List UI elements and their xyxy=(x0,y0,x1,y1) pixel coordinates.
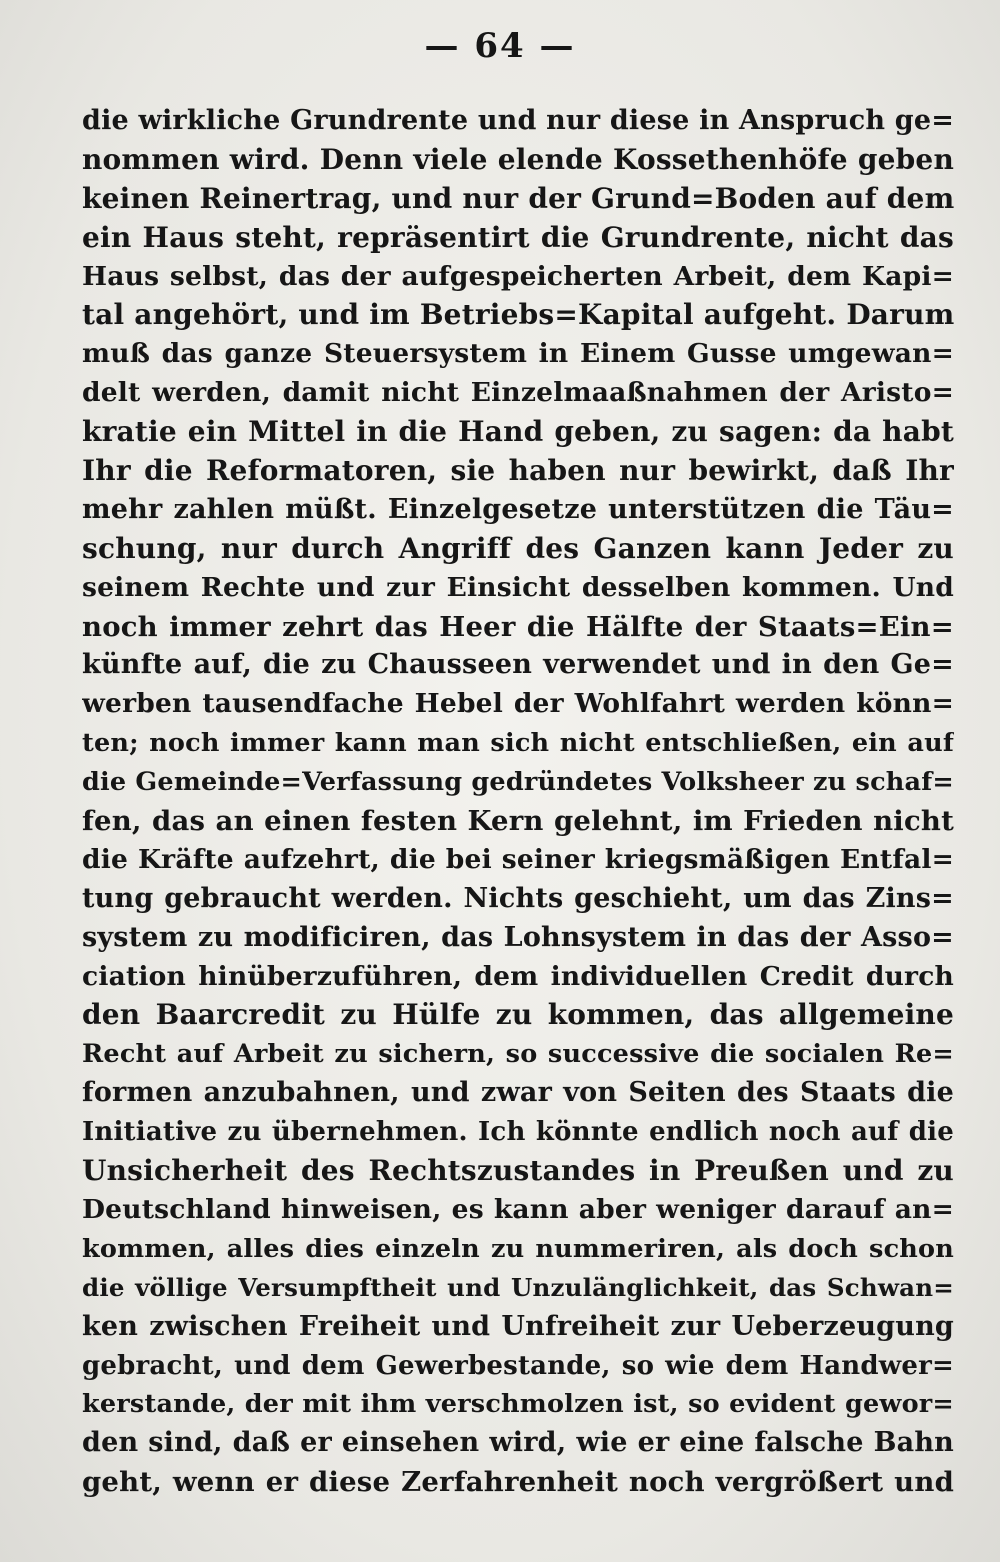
text-line: Recht auf Arbeit zu sichern, so successive die socialen Re= xyxy=(82,1039,954,1070)
text-line: tung gebraucht werden. Nichts geschieht, um das Zins= xyxy=(82,882,954,914)
text-line: mehr zahlen müßt. Einzelgesetze unterstützen die Täu= xyxy=(82,493,954,525)
text-line: gebracht, und dem Gewerbestande, so wie dem Handwer= xyxy=(82,1350,954,1381)
text-line: noch immer zehrt das Heer die Hälfte der Staats=Ein= xyxy=(82,610,954,643)
text-line: künfte auf, die zu Chausseen verwendet und in den Ge= xyxy=(82,649,954,681)
text-line: system zu modificiren, das Lohnsystem in das der Asso= xyxy=(82,921,954,953)
text-line: ein Haus steht, repräsentirt die Grundrente, nicht das xyxy=(82,220,954,254)
text-line: tal angehört, und im Betriebs=Kapital aufgeht. Darum xyxy=(82,298,954,332)
page-number: — 64 — xyxy=(424,26,576,66)
text-line: Haus selbst, das der aufgespeicherten Arbeit, dem Kapi= xyxy=(82,260,954,292)
text-line: keinen Reinertrag, und nur der Grund=Boden auf dem xyxy=(82,181,954,215)
text-line: Deutschland hinweisen, es kann aber weniger darauf an= xyxy=(82,1193,954,1225)
text-line: den sind, daß er einsehen wird, wie er eine falsche Bahn xyxy=(82,1427,954,1459)
text-line: seinem Rechte und zur Einsicht desselben kommen. Und xyxy=(82,571,954,603)
text-line: kommen, alles dies einzeln zu nummeriren, als doch schon xyxy=(82,1233,954,1264)
text-line: formen anzubahnen, und zwar von Seiten des Staats die xyxy=(82,1077,954,1109)
text-line: die völlige Versumpftheit und Unzulänglichkeit, das Schwan= xyxy=(82,1272,954,1302)
text-line: muß das ganze Steuersystem in Einem Gusse umgewan= xyxy=(82,338,954,370)
text-line: die wirkliche Grundrente und nur diese in Anspruch ge= xyxy=(82,105,954,136)
text-line: Initiative zu übernehmen. Ich könnte endlich noch auf die xyxy=(82,1117,954,1148)
text-line: nommen wird. Denn viele elende Kossethenhöfe geben xyxy=(82,142,954,176)
text-line: werben tausendfache Hebel der Wohlfahrt werden könn= xyxy=(82,688,954,720)
text-line: den Baarcredit zu Hülfe zu kommen, das allgemeine xyxy=(82,998,954,1032)
text-line: die Gemeinde=Verfassung gedründetes Volksheer zu schaf= xyxy=(82,767,954,798)
text-line: fen, das an einen festen Kern gelehnt, im Frieden nicht xyxy=(82,805,954,838)
body-text xyxy=(82,102,954,1502)
text-line: ciation hinüberzuführen, dem individuellen Credit durch xyxy=(82,960,954,992)
text-line: Unsicherheit des Rechtszustandes in Preußen und zu xyxy=(82,1154,954,1188)
text-line: schung, nur durch Angriff des Ganzen kann Jeder zu xyxy=(82,531,954,565)
text-line: geht, wenn er diese Zerfahrenheit noch vergrößert und xyxy=(82,1466,954,1499)
text-line: ken zwischen Freiheit und Unfreiheit zur Ueberzeugung xyxy=(82,1310,954,1342)
text-line: Ihr die Reformatoren, sie haben nur bewirkt, daß Ihr xyxy=(82,454,954,488)
text-line: delt werden, damit nicht Einzelmaaßnahmen der Aristo= xyxy=(82,377,954,409)
text-line: kerstande, der mit ihm verschmolzen ist, so evident gewor= xyxy=(82,1389,954,1420)
text-line: kratie ein Mittel in die Hand geben, zu sagen: da habt xyxy=(82,415,954,449)
text-line: die Kräfte aufzehrt, die bei seiner kriegsmäßigen Entfal= xyxy=(82,843,954,875)
text-line: ten; noch immer kann man sich nicht entschließen, ein auf xyxy=(82,728,954,759)
